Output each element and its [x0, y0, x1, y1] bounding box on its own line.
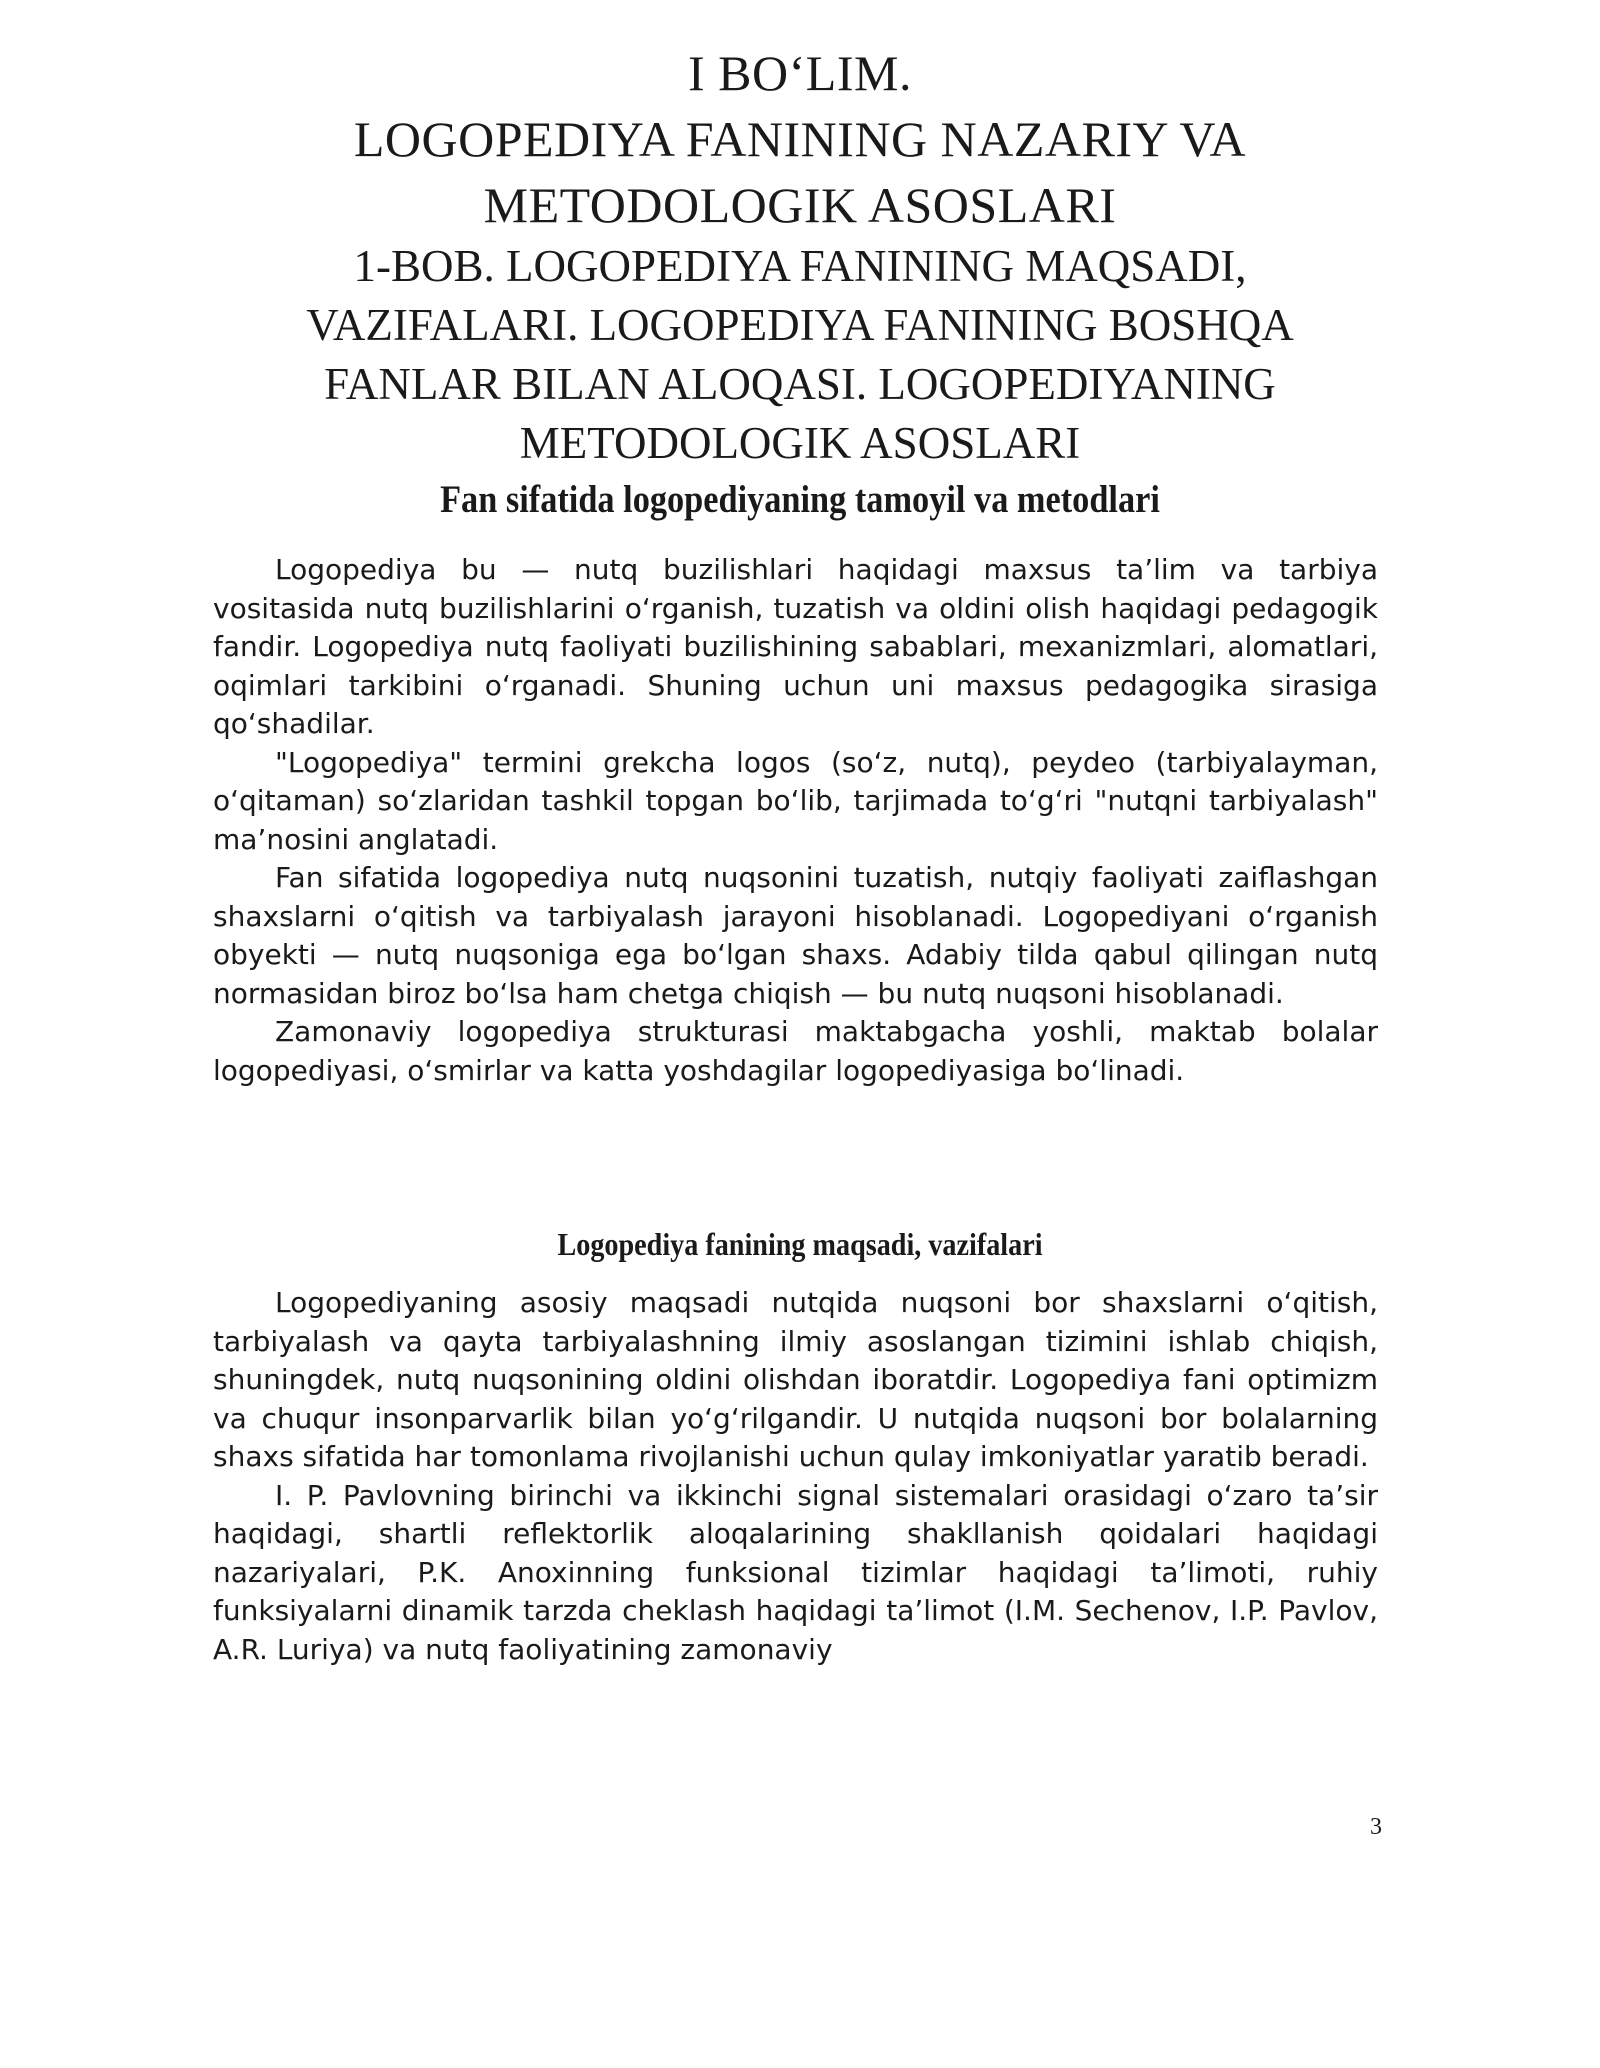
chapter-title-line: FANLAR BILAN ALOQASI. LOGOPEDIYANING — [324, 359, 1276, 409]
section-heading: Logopediya fanining maqsadi, vazifalari — [557, 1226, 1043, 1262]
paragraph: Logopediyaning asosiy maqsadi nutqida nuqsoni bor shaxslarni o‘qitish, tarbiyalash va qayta tarbiyalashning ilmiy asoslangan tizimini ishlab chiqish, shuningdek, nutq nuqsonining oldini olishdan iboratdir. Logopediya fani optimizm va chuqur insonparvarlik bilan yo‘g‘rilgandir. U nutqida nuqsoni bor bolalarning shaxs sifatida har tomonlama rivojlanishi uchun qulay imkoniyatlar yaratib beradi. — [213, 1286, 1378, 1473]
paragraph: Zamonaviy logopediya strukturasi maktabgacha yoshli, maktab bolalar logopediyasi, o‘smirlar va katta yoshdagilar logopediyasiga bo‘linadi. — [213, 1015, 1378, 1087]
paragraph: I. P. Pavlovning birinchi va ikkinchi signal sistemalari orasidagi o‘zaro ta’sir haqidagi, shartli reflektorlik aloqalarining shakllanish qoidalari haqidagi nazariyalari, P.K. Anoxinning funksional tizimlar haqidagi ta’limoti, ruhiy funksiyalarni dinamik tarzda cheklash haqidagi ta’limot (I.M. Sechenov, I.P. Pavlov, A.R. Luriya) va nutq faoliyatining zamonaviy — [213, 1478, 1378, 1666]
part-title — [0, 40, 1600, 238]
section-heading: Fan sifatida logopediyaning tamoyil va metodlari — [440, 478, 1160, 521]
paragraph: Fan sifatida logopediya nutq nuqsonini tuzatish, nutqiy faoliyati zaiflashgan shaxslarni o‘qitish va tarbiyalash jarayoni hisoblanadi. Logopediyani o‘rganish obyekti — nutq nuqsoniga ega bo‘lgan shaxs. Adabiy tilda qabul qilingan nutq normasidan biroz bo‘lsa ham chetga chiqish — bu nutq nuqsoni hisoblanadi. — [213, 861, 1378, 1010]
section-body — [213, 1284, 1378, 1669]
part-title-line: METODOLOGIK ASOSLARI — [483, 177, 1117, 233]
paragraph: "Logopediya" termini grekcha logos (so‘z, nutq), peydeo (tarbiyalayman, o‘qitaman) so‘zlaridan tashkil topgan bo‘lib, tarjimada to‘g‘ri "nutqni tarbiyalash" ma’nosini anglatadi. — [213, 745, 1378, 856]
chapter-title — [0, 237, 1600, 473]
paragraph: Logopediya bu — nutq buzilishlari haqidagi maxsus ta’lim va tarbiya vositasida nutq buzilishlarini o‘rganish, tuzatish va oldini olish haqidagi pedagogik fandir. Logopediya nutq faoliyati buzilishining sabablari, mexanizmlari, alomatlari, oqimlari tarkibini o‘rganadi. Shuning uchun uni maxsus pedagogika sirasiga qo‘shadilar. — [213, 553, 1378, 740]
page-number: 3 — [1370, 1814, 1382, 1840]
part-title-line: LOGOPEDIYA FANINING NAZARIY VA — [353, 111, 1247, 167]
chapter-title-line: METODOLOGIK ASOSLARI — [519, 418, 1081, 468]
section-body — [213, 551, 1378, 1090]
part-title-line: I BO‘LIM. — [688, 45, 912, 101]
chapter-title-line: VAZIFALARI. LOGOPEDIYA FANINING BOSHQA — [306, 300, 1294, 350]
chapter-title-line: 1-BOB. LOGOPEDIYA FANINING MAQSADI, — [353, 241, 1247, 291]
